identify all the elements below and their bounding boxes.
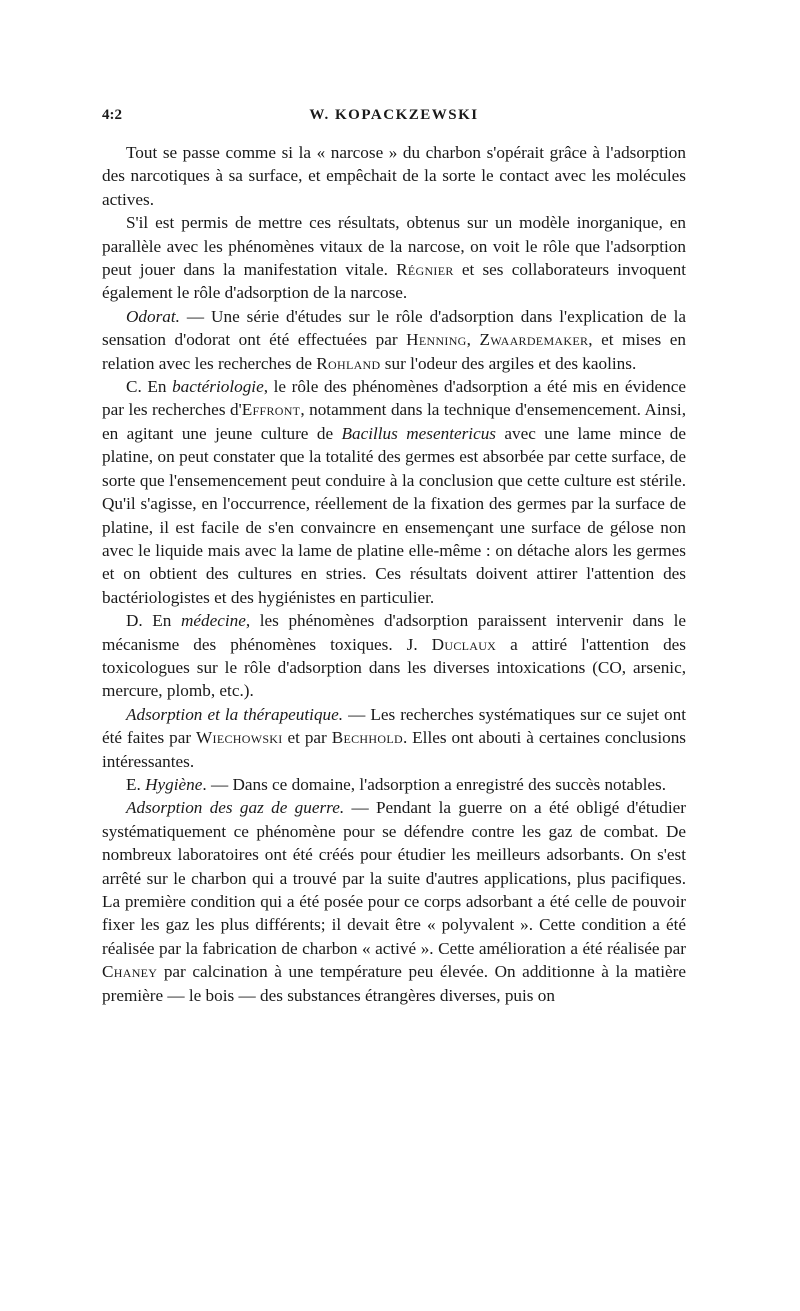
author-name: Effront — [241, 400, 301, 420]
text-run: — Une série d'études sur le rôle d'adsorption dans l'explication de la sensation d'odorat ont été effectuées par — [102, 306, 686, 350]
text-run: D. En — [126, 611, 181, 631]
italic-text: médecine — [180, 611, 246, 631]
italic-text: Hygiène — [145, 774, 203, 794]
text-run: E. — [126, 774, 146, 794]
text-run: par calcination à une température peu élevée. On additionne à la matière première — le bois — des substances étrangères diverses, puis on — [102, 962, 686, 1005]
body-text — [102, 141, 686, 1007]
text-run: — Les recherches systématiques sur ce sujet ont été faites par — [102, 704, 686, 748]
author-name: Wiechowski — [196, 728, 283, 748]
text-run: Tout se passe comme si la « narcose » du charbon s'opérait grâce à l'adsorption des narcotiques à sa surface, et empêchait de la sorte le contact avec les molécules actives. — [102, 143, 686, 209]
text-run: , — [466, 330, 480, 350]
italic-text: Adsorption et la thérapeutique. — [126, 704, 344, 724]
italic-text: Bacillus mesentericus — [341, 423, 496, 443]
text-run: et par — [282, 728, 332, 748]
text-run: a attiré l'attention des toxicologues sur le rôle d'adsorption dans les diverses intoxications (CO, arsenic, mercure, plomb, etc.). — [102, 634, 686, 701]
author-name: Bechhold — [331, 728, 403, 748]
text-run: . — Dans ce domaine, l'adsorption a enregistré des succès notables. — [202, 774, 667, 794]
author-name: Régnier — [396, 260, 454, 280]
author-name: Zwaardemaker — [479, 330, 589, 350]
italic-text: Adsorption des gaz de guerre. — [126, 798, 345, 818]
text-run: , les phénomènes d'adsorption paraissent intervenir dans le mécanisme des phénomènes toxiques. J. — [102, 611, 686, 654]
text-run: avec une lame mince de platine, on peut constater que la totalité des germes est absorbée par cette surface, de sorte que l'ensemencement peut conduire à la conclusion que cette culture est stérile. Qu'il s'agisse, en l'occurrence, réellement de la fixation des germes par la surface de platine, il est facile de s'en convaincre en ensemençant une surface de gélose non avec le liquide mais avec la lame de platine elle-même : on détache alors les germes et on obtient des cultures en stries. Ces résultats doivent attirer l'attention des bactériologistes et des hygiénistes en particulier. — [102, 423, 686, 607]
text-run: et ses collaborateurs invoquent également le rôle d'adsorption de la narcose. — [102, 260, 686, 303]
text-run: , notamment dans la technique d'ensemencement. Ainsi, en agitant une jeune culture de — [102, 400, 686, 443]
text-run: , et mises en relation avec les recherches de — [102, 330, 686, 373]
italic-text: bactériologie — [172, 377, 264, 397]
page-number: 4:2 — [102, 107, 122, 123]
author-name: Chaney — [102, 962, 158, 982]
paragraph — [102, 609, 686, 703]
text-run: C. En — [126, 377, 173, 397]
text-run: . Elles ont abouti à certaines conclusions intéressantes. — [102, 728, 686, 771]
paragraph — [102, 141, 686, 211]
running-head: W. KOPACKZEWSKI — [309, 107, 479, 123]
author-name: Rohland — [316, 353, 381, 373]
italic-text: Odorat. — [126, 306, 180, 326]
paragraph — [102, 211, 686, 305]
text-run: — Pendant la guerre on a été obligé d'étudier systématiquement ce phénomène pour se défendre contre les gaz de combat. De nombreux laboratoires ont été créés pour étudier les meilleurs adsorbants. On s'est arrêté sur le charbon qui a trouvé par la suite d'autres applications, plus pacifiques. La première condition qui a été posée pour ce corps adsorbant a été celle de pouvoir fixer les gaz les plus différents; il devait être « polyvalent ». Cette condition a été réalisée par la fabrication de charbon « activé ». Cette amélioration a été réalisée par — [102, 798, 687, 958]
text-run: S'il est permis de mettre ces résultats, obtenus sur un modèle inorganique, en parallèle avec les phénomènes vitaux de la narcose, on voit le rôle que l'adsorption peut jouer dans la manifestation vitale. — [102, 213, 686, 280]
author-name: Duclaux — [431, 634, 497, 654]
paragraph — [102, 703, 686, 773]
paragraph — [102, 305, 686, 375]
text-run: sur l'odeur des argiles et des kaolins. — [380, 353, 637, 373]
text-run: , le rôle des phénomènes d'adsorption a été mis en évidence par les recherches d' — [102, 377, 686, 420]
paragraph — [102, 773, 686, 796]
author-name: Henning — [406, 330, 467, 350]
paragraph — [102, 375, 686, 609]
page-header — [102, 107, 686, 129]
paragraph — [102, 796, 686, 1007]
